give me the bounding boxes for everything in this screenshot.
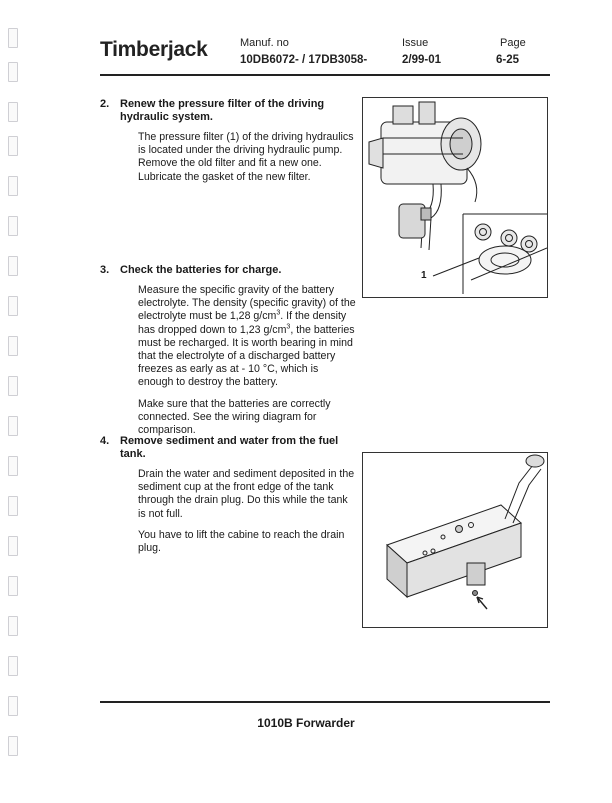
binder-hole xyxy=(8,336,18,356)
binder-hole xyxy=(8,736,18,756)
footer-title: 1010B Forwarder xyxy=(257,716,355,730)
binder-hole xyxy=(8,496,18,516)
binder-hole xyxy=(8,456,18,476)
section-4 xyxy=(100,435,356,563)
section-title: Renew the pressure filter of the driving hydraulic system. xyxy=(120,98,325,123)
section-paragraph: Drain the water and sediment deposited in the sediment cup at the front edge of the tank through the drain plug. Do this while the tank is not full. xyxy=(138,468,355,520)
superscript: 3 xyxy=(286,323,291,331)
binder-hole xyxy=(8,216,18,236)
page-number: 6-25 xyxy=(496,54,520,66)
section-title: Check the batteries for charge. xyxy=(120,264,282,276)
section-number: 2. xyxy=(100,98,110,110)
section-paragraph: The pressure filter (1) of the driving hydraulics is located under the driving hydraulic pump. Remove the old filter and fit a new one. Lubricate the gasket of the new filter. xyxy=(138,131,354,183)
fuel-tank-illustration xyxy=(363,453,547,627)
pump-figure xyxy=(362,97,548,298)
page-label: Page xyxy=(500,37,526,49)
binder-hole xyxy=(8,616,18,636)
section-number: 4. xyxy=(100,435,110,447)
issue-value: 2/99-01 xyxy=(402,54,442,66)
binder-hole xyxy=(8,536,18,556)
binder-hole xyxy=(8,656,18,676)
section-2 xyxy=(100,98,356,192)
section-paragraph: You have to lift the cabine to reach the drain plug. xyxy=(138,528,345,555)
binder-hole xyxy=(8,416,18,436)
issue-label: Issue xyxy=(402,37,429,49)
density-text-a: Measure the specific gravity of the battery electrolyte. The density (specific gravity) of the electrolyte must be 1,28 g/cm xyxy=(138,284,356,323)
density-text-c: , the batteries must be recharged. It is worth bearing in mind that the electrolyte of a discharged battery freezes as early as at - 10 °C, which is enough to destroy the battery. xyxy=(138,323,355,389)
manuf-value: 10DB6072- / 17DB3058- xyxy=(240,54,368,66)
density-text-b: . If the density has dropped down to 1,23 g/cm xyxy=(138,310,347,336)
section-paragraph: Make sure that the batteries are correctly connected. See the wiring diagram for comparison. xyxy=(138,397,331,437)
brand-logo: Timberjack xyxy=(100,38,208,61)
binder-holes xyxy=(8,0,20,803)
callout-label: 1 xyxy=(421,270,427,281)
manuf-label: Manuf. no xyxy=(240,37,289,49)
section-number: 3. xyxy=(100,264,110,276)
binder-hole xyxy=(8,576,18,596)
section-paragraph xyxy=(138,284,356,390)
superscript: 3 xyxy=(276,309,281,317)
binder-hole xyxy=(8,102,18,122)
binder-hole xyxy=(8,176,18,196)
binder-hole xyxy=(8,136,18,156)
binder-hole xyxy=(8,256,18,276)
binder-hole xyxy=(8,296,18,316)
header-rule xyxy=(100,74,550,76)
section-3 xyxy=(100,264,356,445)
binder-hole xyxy=(8,696,18,716)
section-title: Remove sediment and water from the fuel tank. xyxy=(120,435,339,460)
fuel-tank-figure xyxy=(362,452,548,628)
binder-hole xyxy=(8,376,18,396)
pump-illustration xyxy=(363,98,547,297)
page-header xyxy=(0,0,612,80)
footer-rule xyxy=(100,701,550,703)
